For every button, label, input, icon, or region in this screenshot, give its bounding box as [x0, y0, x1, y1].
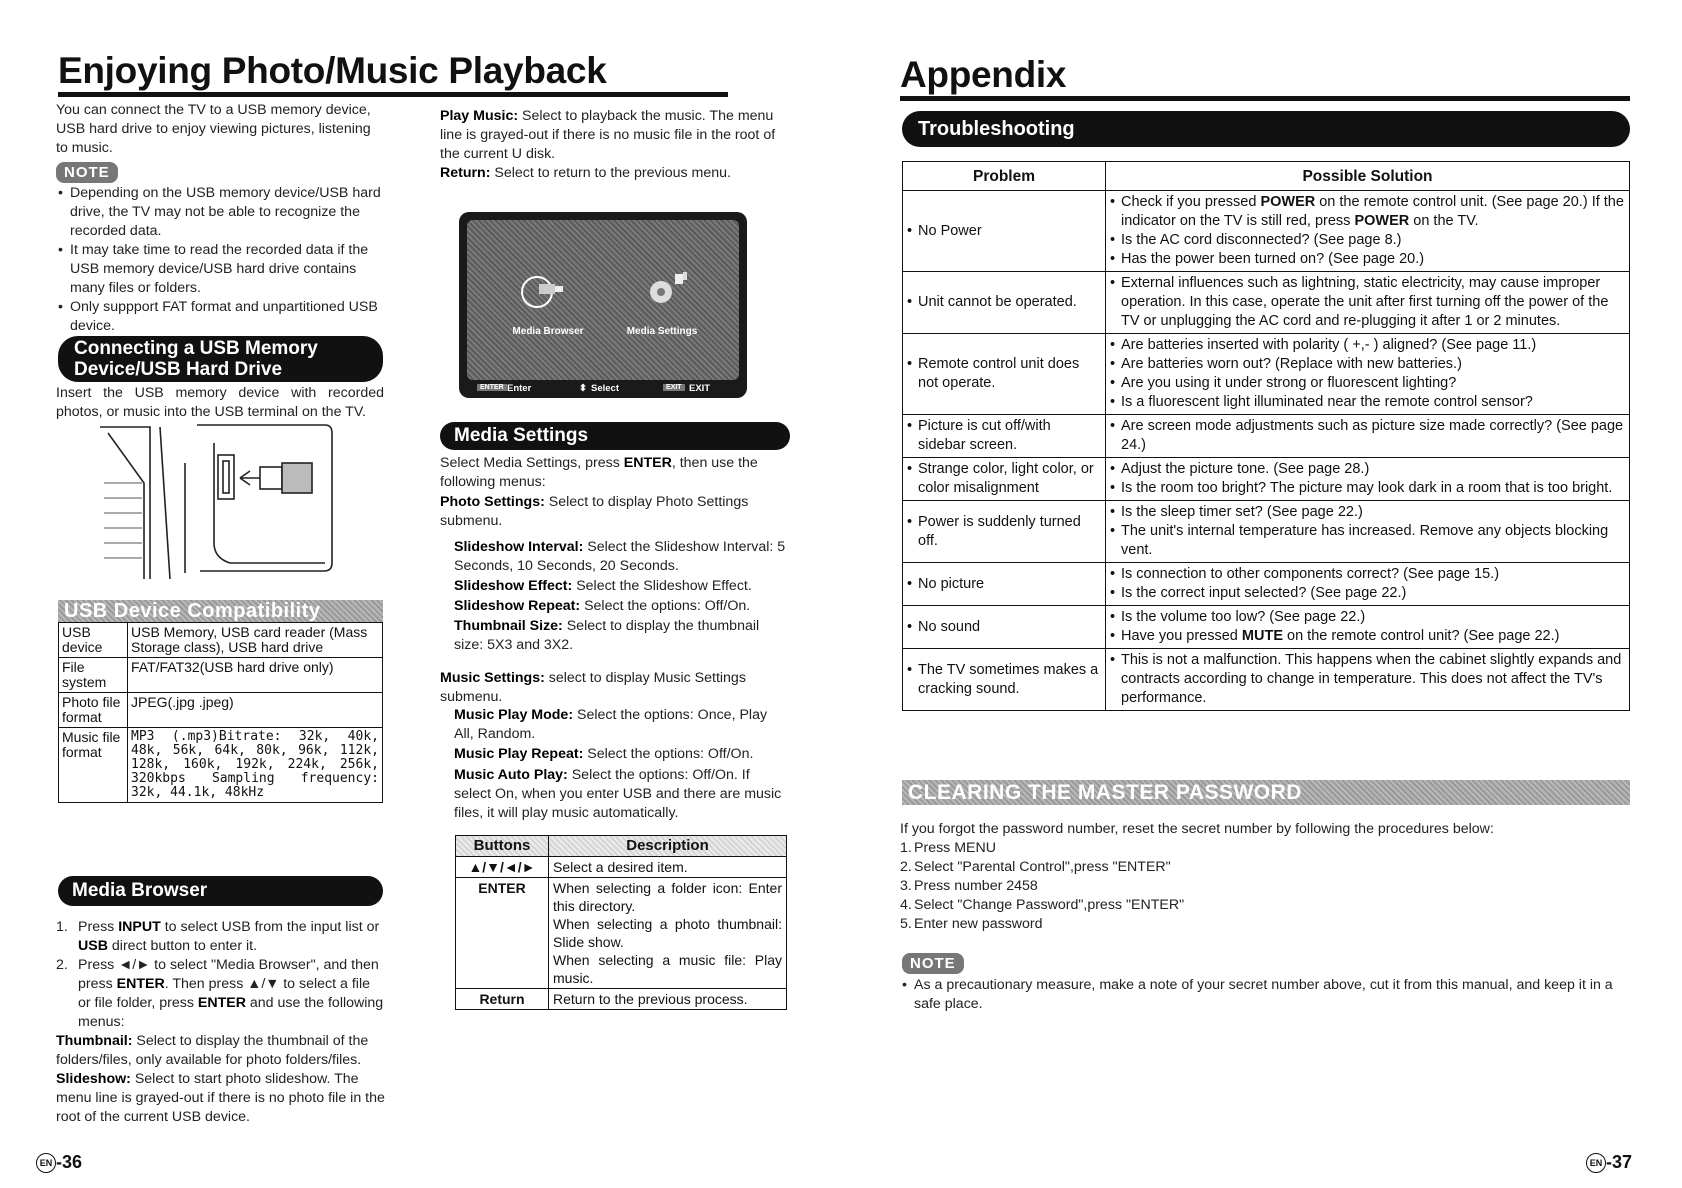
table-row: ▲/▼/◄/► Select a desired item. — [456, 857, 787, 878]
music-play-mode-paragraph: Music Play Mode: Select the options: Once, Play All, Random. — [454, 707, 768, 742]
lang-badge-icon: EN — [1586, 1153, 1606, 1173]
table-row: • Power is suddenly turned off. • Is the sleep timer set? (See page 22.) • The unit's internal temperature has increased. Remove any objects blocking vent. — [903, 501, 1630, 563]
clearing-password-heading: CLEARING THE MASTER PASSWORD — [902, 780, 1630, 805]
title-rule-left — [58, 92, 728, 97]
page-title-left: Enjoying Photo/Music Playback — [58, 50, 607, 91]
table-row: • No picture • Is connection to other components correct? (See page 15.) • Is the correct input selected? (See page 22.) — [903, 563, 1630, 606]
gear-icon — [641, 266, 691, 312]
table-row: Photo file format JPEG(.jpg .jpeg) — [59, 693, 383, 728]
note-item: • Only suppport FAT format and unpartitioned USB device. — [56, 298, 384, 336]
note-item: • As a precautionary measure, make a note of your secret number above, cut it from this manual, and keep it in a safe place. — [900, 976, 1620, 1014]
table-row: • Strange color, light color, or color misalignment • Adjust the picture tone. (See page 28.) • Is the room too bright? The picture may look dark in a room that is too bright. — [903, 458, 1630, 501]
slideshow-repeat-paragraph: Slideshow Repeat: Select the options: Off/On. — [454, 598, 751, 614]
play-music-paragraph: Play Music: Select to playback the music. The menu line is grayed-out if there is no music file in the root of the current U disk. — [440, 108, 776, 162]
note-list-left — [56, 184, 384, 336]
table-header-row: Buttons Description — [456, 836, 787, 857]
clearing-steps — [900, 839, 1620, 934]
note-list-right — [900, 976, 1620, 1014]
table-row: File system FAT/FAT32(USB hard drive only) — [59, 658, 383, 693]
connecting-heading: Connecting a USB Memory Device/USB Hard Drive — [58, 336, 383, 382]
updown-icon: ⬍ — [579, 383, 587, 394]
list-item: 3. Press number 2458 — [900, 878, 1038, 894]
page-number-left: EN -36 — [36, 1152, 82, 1173]
usb-compatibility-heading: USB Device Compatibility — [58, 600, 383, 622]
music-settings-paragraph: Music Settings: select to display Music Settings submenu. — [440, 670, 746, 705]
table-row: Return Return to the previous process. — [456, 989, 787, 1010]
media-settings-intro: Select Media Settings, press ENTER, then use the following menus: — [440, 455, 758, 490]
note-label-left: NOTE — [56, 162, 118, 183]
screen-media-settings-item[interactable]: Media Settings — [626, 326, 698, 337]
screen-media-browser-item[interactable]: Media Browser — [512, 326, 584, 337]
photo-settings-paragraph: Photo Settings: Select to display Photo Settings submenu. — [440, 494, 749, 529]
list-item: 2. Select "Parental Control",press "ENTER" — [900, 859, 1171, 875]
return-paragraph: Return: Select to return to the previous menu. — [440, 165, 731, 181]
media-menu-screen — [459, 212, 747, 398]
table-row: • No Power • Check if you pressed POWER on the remote control unit. (See page 20.) If the indicator on the TV is still red, press POWER on the TV. • Is the AC cord disconnected? (See page 8.) • Has the power been turned on? (See page 20.) — [903, 191, 1630, 272]
lang-badge-icon: EN — [36, 1153, 56, 1173]
slideshow-paragraph: Slideshow: Select to start photo slideshow. The menu line is grayed-out if there is no photo file in the root of the current USB device. — [56, 1071, 385, 1125]
intro-paragraph: You can connect the TV to a USB memory device, USB hard drive to enjoy viewing pictures, listening to music. — [56, 102, 371, 156]
media-settings-heading: Media Settings — [440, 422, 790, 450]
buttons-table — [455, 835, 787, 1010]
slideshow-interval-paragraph: Slideshow Interval: Select the Slideshow Interval: 5 Seconds, 10 Seconds, 20 Seconds. — [454, 539, 786, 574]
media-browser-heading: Media Browser — [58, 876, 383, 906]
table-row: USB device USB Memory, USB card reader (Mass Storage class), USB hard drive — [59, 623, 383, 658]
note-item: • Depending on the USB memory device/USB hard drive, the TV may not be able to recognize the recorded data. — [56, 184, 384, 241]
table-row: • Picture is cut off/with sidebar screen. • Are screen mode adjustments such as picture size made correctly? (See page 24.) — [903, 415, 1630, 458]
media-browser-steps — [56, 918, 386, 1032]
title-rule-right — [900, 96, 1630, 101]
list-item: 5. Enter new password — [900, 916, 1043, 932]
clearing-intro: If you forgot the password number, reset the secret number by following the procedures below: — [900, 821, 1494, 837]
note-label-right: NOTE — [902, 953, 964, 974]
usb-compatibility-table — [58, 622, 383, 803]
table-row: • No sound • Is the volume too low? (See page 22.) • Have you pressed MUTE on the remote control unit? (See page 22.) — [903, 606, 1630, 649]
list-item: 1. Press INPUT to select USB from the input list or USB direct button to enter it. — [56, 919, 380, 954]
thumbnail-paragraph: Thumbnail: Select to display the thumbnail of the folders/files, only available for photo folders/files. — [56, 1033, 369, 1068]
screen-key-guide: ENTER Enter ⬍ Select EXIT EXIT — [467, 382, 739, 398]
slideshow-effect-paragraph: Slideshow Effect: Select the Slideshow Effect. — [454, 578, 752, 594]
thumbnail-size-paragraph: Thumbnail Size: Select to display the thumbnail size: 5X3 and 3X2. — [454, 618, 760, 653]
table-row: ENTER When selecting a folder icon: Enter this directory. When selecting a photo thumbnail: Slide show. When selecting a music file: Play music. — [456, 878, 787, 989]
note-item: • It may take time to read the recorded data if the USB memory device/USB hard drive contains many files or folders. — [56, 241, 384, 298]
table-row: • Unit cannot be operated. • External influences such as lightning, static electricity, may cause improper operation. In this case, operate the unit after first turning off the power of the TV or unplugging the AC cord and re-plugging it after 1 or 2 minutes. — [903, 272, 1630, 334]
connecting-text: Insert the USB memory device with recorded photos, or music into the USB terminal on the TV. — [56, 385, 384, 420]
table-row: • Remote control unit does not operate. • Are batteries inserted with polarity ( +,- ) aligned? (See page 11.) • Are batteries worn out? (Replace with new batteries.) • Are you using it under strong or fluorescent lighting? • Is a fluorescent light illuminated near the remote control sensor? — [903, 334, 1630, 415]
music-play-repeat-paragraph: Music Play Repeat: Select the options: Off/On. — [454, 746, 754, 762]
list-item: 1. Press MENU — [900, 840, 996, 856]
list-item: 4. Select "Change Password",press "ENTER" — [900, 897, 1185, 913]
page-title-right: Appendix — [900, 54, 1067, 95]
media-browser-icon — [519, 272, 569, 312]
table-row: Music file format MP3 (.mp3)Bitrate: 32k, 40k, 48k, 56k, 64k, 80k, 96k, 112k, 128k, 160k, 192k, 224k, 256k, 320kbps Sampling frequency: 32k, 44.1k, 48kHz — [59, 728, 383, 803]
table-header-row: Problem Possible Solution — [903, 162, 1630, 191]
music-auto-play-paragraph: Music Auto Play: Select the options: Off/On. If select On, when you enter USB and there are music files, it will play music automatically. — [454, 767, 782, 821]
list-item: 2. Press ◄/► to select "Media Browser", and then press ENTER. Then press ▲/▼ to select a file or file folder, press ENTER and use the following menus: — [56, 957, 384, 1030]
table-row: • The TV sometimes makes a cracking sound. • This is not a malfunction. This happens when the cabinet slightly expands and contracts according to change in temperature. This does not affect the TV's performance. — [903, 649, 1630, 711]
troubleshooting-heading: Troubleshooting — [902, 111, 1630, 147]
usb-connection-illustration — [100, 423, 352, 585]
troubleshooting-table — [902, 161, 1630, 711]
page-number-right: EN -37 — [1586, 1152, 1632, 1173]
